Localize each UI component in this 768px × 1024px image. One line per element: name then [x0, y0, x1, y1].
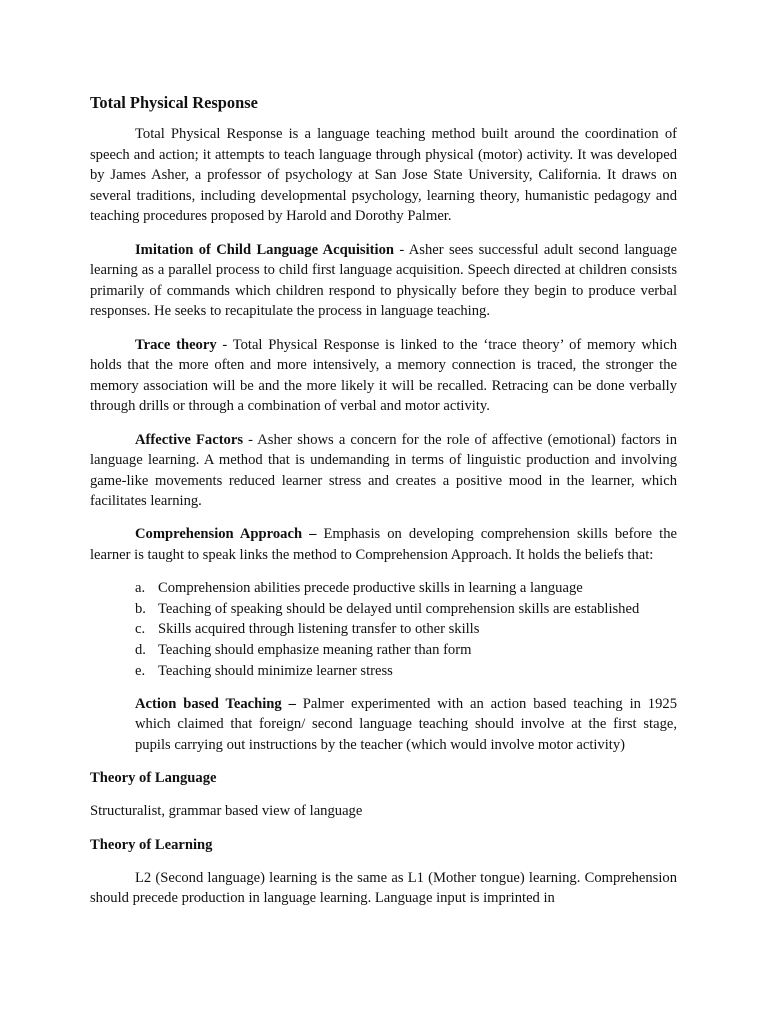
list-marker: a.	[135, 580, 146, 597]
trace-body: - Total Physical Response is linked to the ‘trace theory’ of memory which holds that the more often and more intensively, a memory connection is traced, the stronger the memory association will be and the more likely it will be recalled. Retracing can be done verbally through drills or through a combination of verbal and motor activity.	[90, 336, 677, 415]
list-marker: e.	[135, 662, 146, 679]
imitation-body: - Asher sees successful adult second language learning as a parallel process to child first language acquisition. Speech directed at children consists primarily of commands which children respond to physically before they begin to produce verbal responses. He seeks to recapitulate the process in language teaching.	[90, 241, 677, 320]
theory-of-learning-heading: Theory of Learning	[90, 836, 213, 853]
affective-lead: Affective Factors	[135, 431, 244, 448]
intro-paragraph: Total Physical Response is a language teaching method built around the coordination of speech and action; it attempts to teach language through physical (motor) activity. It was developed by James Asher, a professor of psychology at San Jose State University, California. It draws on several traditions, including developmental psychology, learning theory, humanistic pedagogy and teaching procedures proposed by Harold and Dorothy Palmer.	[90, 126, 677, 225]
affective-body: - Asher shows a concern for the role of affective (emotional) factors in language learning. A method that is undemanding in terms of linguistic production and involving game-like movements reduced learner stress and creates a positive mood in the learner, which facilitates learning.	[90, 431, 677, 510]
list-item-text: Teaching of speaking should be delayed until comprehension skills are established	[158, 600, 640, 617]
list-marker: d.	[135, 642, 146, 659]
imitation-paragraph	[90, 240, 677, 322]
imitation-lead: Imitation of Child Language Acquisition	[135, 241, 394, 258]
list-item-text: Skills acquired through listening transfer to other skills	[158, 621, 480, 638]
list-item	[135, 619, 677, 640]
list-item-text: Teaching should emphasize meaning rather than form	[158, 642, 472, 659]
list-item-text: Teaching should minimize learner stress	[158, 662, 393, 679]
trace-lead: Trace theory	[135, 336, 217, 353]
theory-of-learning-body: L2 (Second language) learning is the same as L1 (Mother tongue) learning. Comprehension should precede production in language learning. Language input is imprinted in	[90, 869, 677, 907]
list-item-text: Comprehension abilities precede productive skills in learning a language	[158, 580, 583, 597]
list-item	[135, 578, 677, 599]
trace-paragraph	[90, 335, 677, 417]
action-body: Palmer experimented with an action based teaching in 1925 which claimed that foreign/ second language teaching should involve at the first stage, pupils carrying out instructions by the teacher (which would involve motor activity)	[135, 695, 677, 753]
list-marker: b.	[135, 600, 146, 617]
comprehension-lead: Comprehension Approach –	[135, 526, 317, 543]
theory-of-language-body: Structuralist, grammar based view of language	[90, 803, 363, 820]
comprehension-paragraph	[90, 524, 677, 565]
document-page	[90, 92, 677, 922]
list-item	[135, 640, 677, 661]
affective-paragraph	[90, 430, 677, 512]
theory-of-language-heading: Theory of Language	[90, 770, 217, 787]
beliefs-list	[90, 578, 677, 681]
action-lead: Action based Teaching –	[135, 695, 296, 712]
comprehension-body: Emphasis on developing comprehension skills before the learner is taught to speak links the method to Comprehension Approach. It holds the beliefs that:	[90, 526, 677, 564]
action-paragraph	[135, 694, 677, 756]
list-item	[135, 661, 677, 682]
document-title: Total Physical Response	[90, 93, 258, 112]
list-marker: c.	[135, 621, 146, 638]
list-item	[135, 599, 677, 620]
